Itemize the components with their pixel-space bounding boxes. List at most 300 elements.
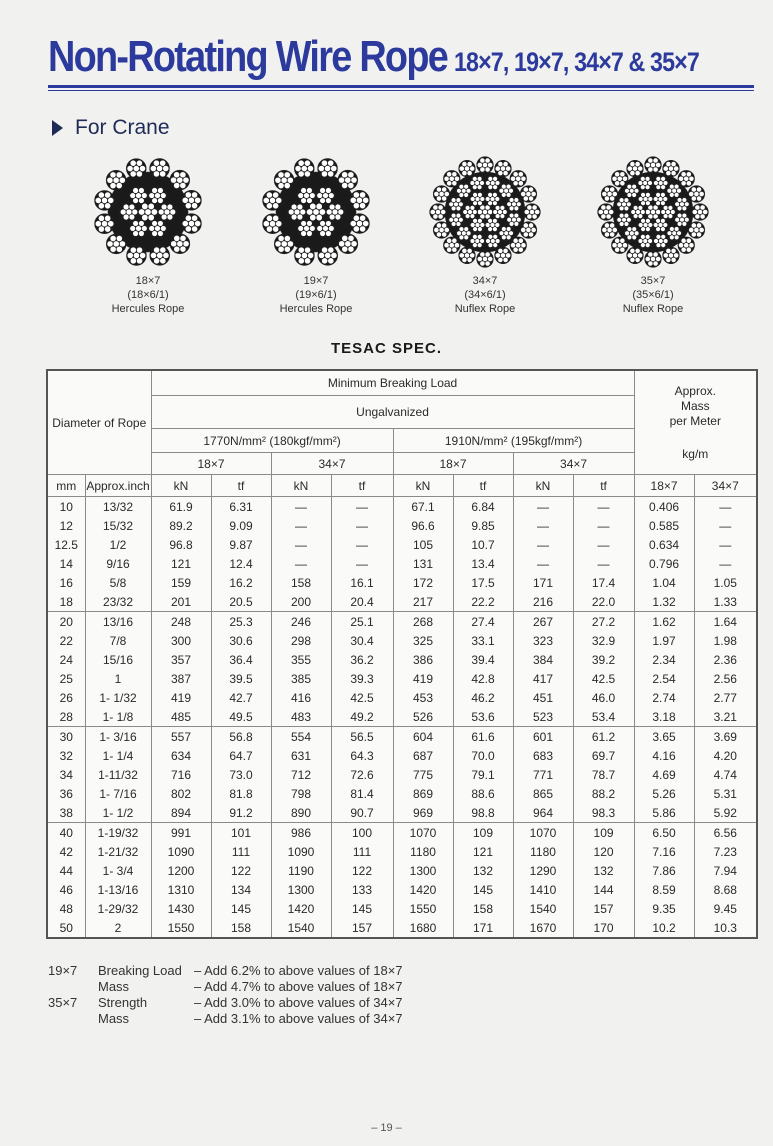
section-heading [52,116,170,140]
ungalvanized-header: Ungalvanized [151,396,634,429]
table-cell: 10 [47,497,85,517]
table-row [47,784,757,803]
table-cell: 5.26 [634,784,694,803]
table-cell: 24 [47,650,85,669]
rope-code: 18×7 [135,275,161,287]
table-cell: 5.31 [694,784,757,803]
table-cell: 1.62 [634,612,694,632]
table-cell: 17.4 [573,573,634,592]
unit-header: kN [151,475,211,497]
table-cell: 170 [573,918,634,938]
table-cell: 2.74 [634,688,694,707]
table-cell: 10.3 [694,918,757,938]
table-cell: 20.4 [331,592,393,612]
table-cell: 712 [271,765,331,784]
table-cell: 986 [271,823,331,843]
table-cell: 40 [47,823,85,843]
mass-header-cell [634,370,757,475]
table-cell: 25 [47,669,85,688]
table-cell: 33.1 [453,631,513,650]
table-cell: 30.4 [331,631,393,650]
unit-header: tf [573,475,634,497]
mass-header: Approx. Mass per Meter [669,383,721,428]
table-cell: 70.0 [453,746,513,765]
table-cell: 3.21 [694,707,757,727]
table-cell: 67.1 [393,497,453,517]
table-cell: 0.585 [634,516,694,535]
table-cell: 419 [393,669,453,688]
table-cell: 64.7 [211,746,271,765]
table-row [47,803,757,823]
rope-code: 35×7 [640,275,666,287]
table-cell: 964 [513,803,573,823]
table-row [47,554,757,573]
table-cell: 6.50 [634,823,694,843]
table-cell: 100 [331,823,393,843]
table-row [47,823,757,843]
table-cell: 27.2 [573,612,634,632]
table-cell: 1410 [513,880,573,899]
table-cell: 81.8 [211,784,271,803]
note-text [48,979,98,995]
table-cell: 601 [513,727,573,747]
table-cell: 145 [331,899,393,918]
table-cell: — [513,516,573,535]
table-cell: 1-19/32 [85,823,151,843]
table-row [47,765,757,784]
table-row [47,535,757,554]
table-cell: 27.4 [453,612,513,632]
table-cell: 557 [151,727,211,747]
table-cell: 157 [573,899,634,918]
mbl-header: Minimum Breaking Load [151,370,634,396]
table-cell: 64.3 [331,746,393,765]
table-cell: 38 [47,803,85,823]
table-cell: 2.34 [634,650,694,669]
table-cell: 1310 [151,880,211,899]
grade2-34x7-header: 34×7 [513,453,634,475]
table-cell: 122 [211,861,271,880]
table-cell: 61.2 [573,727,634,747]
table-row [47,899,757,918]
table-cell: 4.74 [694,765,757,784]
table-cell: 451 [513,688,573,707]
table-cell: 1090 [151,842,211,861]
spec-heading: TESAC SPEC. [330,340,443,357]
table-cell: — [331,497,393,517]
table-cell: 1540 [271,918,331,938]
table-cell: 42.7 [211,688,271,707]
table-cell: 122 [331,861,393,880]
units-row [47,475,757,497]
table-cell: 159 [151,573,211,592]
table-row [47,861,757,880]
table-cell: 7.23 [694,842,757,861]
table-cell: 172 [393,573,453,592]
table-cell: 384 [513,650,573,669]
note-text: – Add 3.0% to above values of 34×7 [194,995,403,1010]
table-cell: 1.64 [694,612,757,632]
rope-diagrams [60,150,740,330]
unit-header: kN [271,475,331,497]
table-cell: 101 [211,823,271,843]
table-cell: 23/32 [85,592,151,612]
table-cell: 1- 3/4 [85,861,151,880]
notes [48,963,403,1027]
table-cell: 72.6 [331,765,393,784]
rope-35x7 [573,150,733,316]
table-cell: 89.2 [151,516,211,535]
table-cell: 96.6 [393,516,453,535]
rope-cross-section-icon [423,150,547,274]
table-cell: 683 [513,746,573,765]
table-cell: 96.8 [151,535,211,554]
table-cell: 157 [331,918,393,938]
table-cell: 1540 [513,899,573,918]
section-label: For Crane [75,116,170,139]
table-cell: 16.2 [211,573,271,592]
table-cell: 200 [271,592,331,612]
table-row [47,631,757,650]
table-cell: 523 [513,707,573,727]
table-cell: 98.8 [453,803,513,823]
table-cell: 716 [151,765,211,784]
table-cell: 1290 [513,861,573,880]
table-cell: 20 [47,612,85,632]
table-row [47,880,757,899]
table-cell: — [271,535,331,554]
table-cell: 22 [47,631,85,650]
table-cell: 171 [453,918,513,938]
table-cell: — [271,554,331,573]
table-cell: 1- 1/32 [85,688,151,707]
unit-header: tf [331,475,393,497]
note-text: Strength [98,995,148,1010]
table-cell: 1-11/32 [85,765,151,784]
table-cell: 2.36 [694,650,757,669]
table-cell: 4.69 [634,765,694,784]
table-row [47,842,757,861]
table-cell: 9.45 [694,899,757,918]
rope-name: Nuflex Rope [622,303,684,315]
table-cell: 78.7 [573,765,634,784]
page-number: – 19 – [371,1122,402,1134]
table-cell: 39.5 [211,669,271,688]
rope-core: (34×6/1) [464,289,506,301]
table-cell: 1200 [151,861,211,880]
table-cell: 323 [513,631,573,650]
table-cell: 90.7 [331,803,393,823]
table-cell: 22.2 [453,592,513,612]
table-cell: 88.2 [573,784,634,803]
table-cell: 1180 [393,842,453,861]
table-cell: 134 [211,880,271,899]
table-cell: 1430 [151,899,211,918]
table-cell: 1420 [271,899,331,918]
table-cell: — [513,535,573,554]
note-row [48,995,403,1011]
table-cell: — [331,535,393,554]
note-row [48,979,403,995]
table-cell: 1190 [271,861,331,880]
table-cell: 14 [47,554,85,573]
table-cell: — [271,497,331,517]
table-cell: 1- 1/2 [85,803,151,823]
table-cell: 1550 [151,918,211,938]
unit-header: tf [211,475,271,497]
table-cell: 15/16 [85,650,151,669]
table-cell: 42.5 [331,688,393,707]
table-cell: 39.3 [331,669,393,688]
table-cell: 10.7 [453,535,513,554]
table-cell: 25.3 [211,612,271,632]
table-cell: 13/16 [85,612,151,632]
table-cell: 53.4 [573,707,634,727]
table-cell: 15/32 [85,516,151,535]
table-cell: 9.87 [211,535,271,554]
table-cell: 1070 [513,823,573,843]
table-row [47,688,757,707]
table-cell: 12.4 [211,554,271,573]
rope-name: Hercules Rope [279,303,353,315]
grade-1770-header: 1770N/mm² (180kgf/mm²) [151,429,393,453]
table-cell: 171 [513,573,573,592]
table-cell: 268 [393,612,453,632]
table-cell: 30.6 [211,631,271,650]
spec-table [46,369,758,939]
table-cell: 111 [331,842,393,861]
grade-1910-header: 1910N/mm² (195kgf/mm²) [393,429,634,453]
table-cell: 36.2 [331,650,393,669]
rope-19x7 [236,150,396,316]
table-cell: 1070 [393,823,453,843]
table-cell: 79.1 [453,765,513,784]
table-row [47,650,757,669]
note-text: Mass [98,1011,130,1026]
table-cell: 9.35 [634,899,694,918]
table-cell: 687 [393,746,453,765]
table-row [47,669,757,688]
table-cell: 18 [47,592,85,612]
table-cell: 42.5 [573,669,634,688]
rope-34x7 [405,150,565,316]
table-row [47,918,757,938]
table-cell: 6.31 [211,497,271,517]
table-cell: 120 [573,842,634,861]
table-cell: 158 [271,573,331,592]
table-cell: 44 [47,861,85,880]
table-cell: 39.4 [453,650,513,669]
table-cell: 6.84 [453,497,513,517]
table-cell: 6.56 [694,823,757,843]
table-cell: 12 [47,516,85,535]
table-cell: 81.4 [331,784,393,803]
table-cell: 56.8 [211,727,271,747]
table-cell: 61.6 [453,727,513,747]
note-text: 35×7 [48,995,78,1010]
unit-header: kN [393,475,453,497]
table-cell: — [573,516,634,535]
table-row [47,497,757,517]
table-cell: 386 [393,650,453,669]
unit-header: Approx.inch [85,475,151,497]
table-cell: 771 [513,765,573,784]
table-cell: 1-29/32 [85,899,151,918]
table-cell: 300 [151,631,211,650]
table-cell: — [573,535,634,554]
table-cell: 2 [85,918,151,938]
table-cell: 50 [47,918,85,938]
table-cell: — [331,554,393,573]
rope-core: (18×6/1) [127,289,169,301]
table-cell: 387 [151,669,211,688]
grade2-18x7-header: 18×7 [393,453,513,475]
table-cell: 144 [573,880,634,899]
table-cell: — [271,516,331,535]
table-cell: 1- 1/4 [85,746,151,765]
table-cell: 1-21/32 [85,842,151,861]
table-cell: 28 [47,707,85,727]
table-cell: 98.3 [573,803,634,823]
table-cell: 56.5 [331,727,393,747]
table-cell: 267 [513,612,573,632]
table-cell: 4.20 [694,746,757,765]
table-cell: 1.98 [694,631,757,650]
rope-code: 19×7 [303,275,329,287]
table-cell: 7.86 [634,861,694,880]
table-cell: 42.8 [453,669,513,688]
table-cell: 13.4 [453,554,513,573]
table-cell: 357 [151,650,211,669]
table-cell: 2.56 [694,669,757,688]
table-cell: 802 [151,784,211,803]
table-row [47,592,757,612]
table-cell: 248 [151,612,211,632]
table-cell: 1.97 [634,631,694,650]
table-cell: 20.5 [211,592,271,612]
table-cell: 158 [211,918,271,938]
table-cell: 3.69 [694,727,757,747]
table-cell: 1180 [513,842,573,861]
table-cell: 16 [47,573,85,592]
unit-header: kN [513,475,573,497]
grade1-34x7-header: 34×7 [271,453,393,475]
table-cell: 969 [393,803,453,823]
table-cell: 2.54 [634,669,694,688]
table-cell: 17.5 [453,573,513,592]
table-cell: 1- 1/8 [85,707,151,727]
table-cell: 105 [393,535,453,554]
table-cell: 42 [47,842,85,861]
table-cell: 325 [393,631,453,650]
rope-core: (19×6/1) [295,289,337,301]
table-cell: 1300 [271,880,331,899]
rope-18x7 [68,150,228,316]
table-cell: 298 [271,631,331,650]
table-cell: 1.05 [694,573,757,592]
table-cell: 131 [393,554,453,573]
table-cell: 132 [573,861,634,880]
table-cell: 355 [271,650,331,669]
table-cell: 73.0 [211,765,271,784]
table-row [47,516,757,535]
table-cell: 16.1 [331,573,393,592]
table-cell: 145 [211,899,271,918]
table-body [47,497,757,939]
table-cell: 217 [393,592,453,612]
table-cell: 12.5 [47,535,85,554]
table-cell: — [573,497,634,517]
table-cell: 30 [47,727,85,747]
table-cell: 775 [393,765,453,784]
table-cell: 798 [271,784,331,803]
table-cell: 132 [453,861,513,880]
table-cell: 0.796 [634,554,694,573]
unit-header: mm [47,475,85,497]
table-cell: 385 [271,669,331,688]
table-cell: 13/32 [85,497,151,517]
table-cell: — [694,516,757,535]
note-row [48,1011,403,1027]
note-text: – Add 6.2% to above values of 18×7 [194,963,403,978]
table-cell: 631 [271,746,331,765]
table-cell: 5.92 [694,803,757,823]
note-text: Breaking Load [98,963,182,978]
table-cell: — [694,535,757,554]
table-cell: 25.1 [331,612,393,632]
table-cell: — [513,497,573,517]
rope-name: Nuflex Rope [454,303,516,315]
table-cell: 991 [151,823,211,843]
table-cell: — [694,554,757,573]
table-cell: 10.2 [634,918,694,938]
title-rule [48,85,754,91]
table-cell: 1.32 [634,592,694,612]
unit-header: 34×7 [694,475,757,497]
table-row [47,573,757,592]
rope-cross-section-icon [591,150,715,274]
table-cell: 526 [393,707,453,727]
table-cell: — [694,497,757,517]
table-cell: 1420 [393,880,453,899]
table-cell: 1 [85,669,151,688]
table-cell: 36.4 [211,650,271,669]
table-cell: 109 [453,823,513,843]
table-cell: 0.406 [634,497,694,517]
table-row [47,746,757,765]
table-cell: 1300 [393,861,453,880]
table-cell: 201 [151,592,211,612]
table-cell: 121 [453,842,513,861]
table-cell: 121 [151,554,211,573]
table-row [47,707,757,727]
table-cell: 5/8 [85,573,151,592]
table-cell: 0.634 [634,535,694,554]
rope-code: 34×7 [472,275,498,287]
table-cell: 8.59 [634,880,694,899]
table-cell: 894 [151,803,211,823]
note-text: Mass [98,979,130,994]
table-cell: 9.85 [453,516,513,535]
table-cell: 485 [151,707,211,727]
table-cell: — [513,554,573,573]
table-cell: 2.77 [694,688,757,707]
page-title-sub: 18×7, 19×7, 34×7 & 35×7 [454,47,700,77]
table-cell: 49.5 [211,707,271,727]
table-cell: 1- 3/16 [85,727,151,747]
page-title-main: Non-Rotating Wire Rope [48,32,448,81]
table-row [47,612,757,632]
